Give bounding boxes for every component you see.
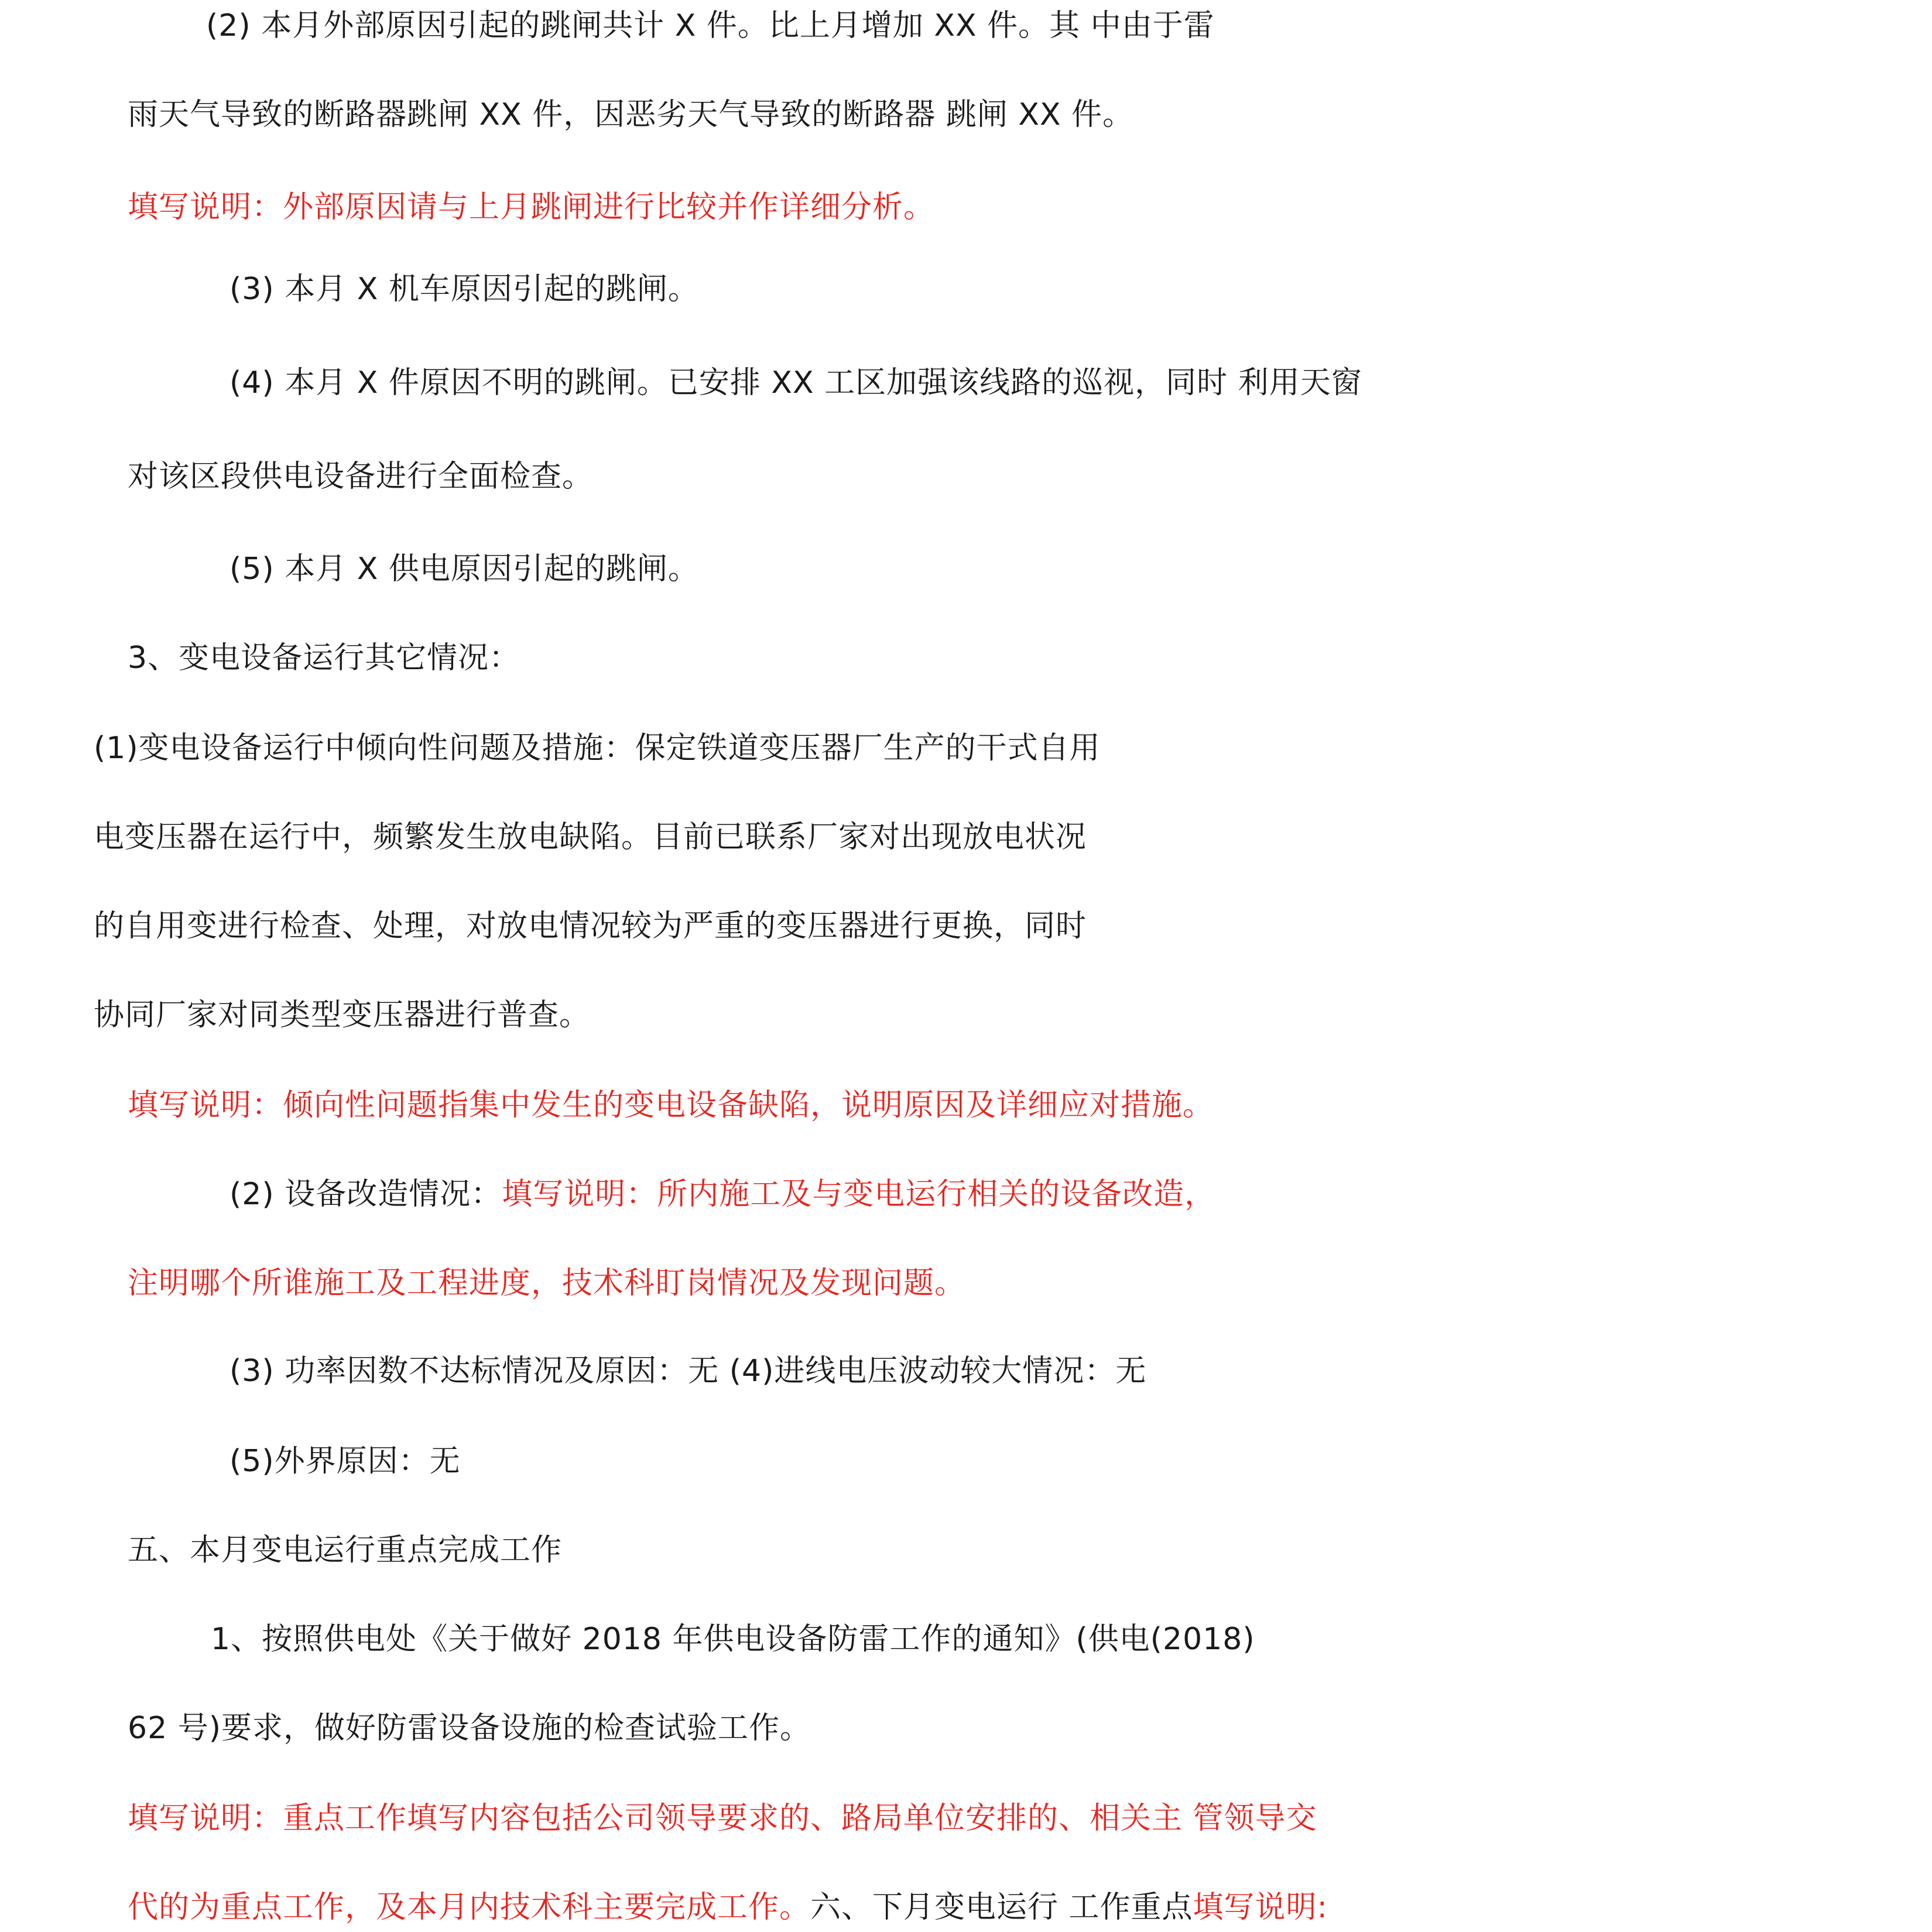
paragraph-external-trips-2: 雨天气导致的断路器跳闸 XX 件，因恶劣天气导致的断路器 跳闸 XX 件。 bbox=[128, 97, 1134, 132]
paragraph-external-trips-1: (2) 本月外部原因引起的跳闸共计 X 件。比上月增加 XX 件。其 中由于雷 bbox=[206, 8, 1215, 43]
paragraph-external-factors: (5)外界原因：无 bbox=[229, 1444, 461, 1479]
paragraph-locomotive-trips: (3) 本月 X 机车原因引起的跳闸。 bbox=[229, 272, 699, 307]
paragraph-power-factor-voltage: (3) 功率因数不达标情况及原因：无 (4)进线电压波动较大情况：无 bbox=[229, 1354, 1147, 1389]
instruction-next-month-label: 填写说明: bbox=[1193, 1890, 1328, 1925]
instruction-key-work-1: 填写说明：重点工作填写内容包括公司领导要求的、路局单位安排的、相关主 管领导交 bbox=[128, 1801, 1317, 1836]
paragraph-power-supply-trips: (5) 本月 X 供电原因引起的跳闸。 bbox=[229, 551, 699, 587]
paragraph-lightning-protection-1: 1、按照供电处《关于做好 2018 年供电设备防雷工作的通知》(供电(2018) bbox=[211, 1622, 1255, 1657]
paragraph-key-work-2 bbox=[128, 1889, 1328, 1926]
paragraph-tendency-issues-3: 的自用变进行检查、处理，对放电情况较为严重的变压器进行更换，同时 bbox=[94, 909, 1087, 944]
paragraph-unknown-trips-1: (4) 本月 X 件原因不明的跳闸。已安排 XX 工区加强该线路的巡视，同时 利用天窗 bbox=[229, 365, 1362, 400]
paragraph-tendency-issues-1: (1)变电设备运行中倾向性问题及措施：保定铁道变压器厂生产的干式自用 bbox=[94, 731, 1101, 766]
instruction-equipment-renovation: 填写说明：所内施工及与变电运行相关的设备改造， bbox=[502, 1177, 1216, 1212]
paragraph-unknown-trips-2: 对该区段供电设备进行全面检查。 bbox=[128, 459, 594, 494]
section-heading-six: 六、下月变电运行 工作重点 bbox=[810, 1890, 1193, 1925]
paragraph-tendency-issues-4: 协同厂家对同类型变压器进行普查。 bbox=[94, 998, 591, 1033]
equipment-renovation-label: (2) 设备改造情况： bbox=[229, 1177, 502, 1212]
instruction-external-causes: 填写说明：外部原因请与上月跳闸进行比较并作详细分析。 bbox=[128, 190, 935, 225]
paragraph-equipment-renovation bbox=[229, 1176, 1215, 1213]
instruction-key-work-2: 代的为重点工作，及本月内技术科主要完成工作。 bbox=[128, 1890, 811, 1925]
paragraph-tendency-issues-2: 电变压器在运行中，频繁发生放电缺陷。目前已联系厂家对出现放电状况 bbox=[94, 820, 1087, 855]
instruction-equipment-renovation-2: 注明哪个所谁施工及工程进度，技术科盯岗情况及发现问题。 bbox=[128, 1266, 966, 1301]
instruction-tendency-issues: 填写说明：倾向性问题指集中发生的变电设备缺陷，说明原因及详细应对措施。 bbox=[128, 1088, 1214, 1123]
section-heading-other-conditions: 3、变电设备运行其它情况： bbox=[128, 640, 520, 676]
paragraph-lightning-protection-2: 62 号)要求，做好防雷设备设施的检查试验工作。 bbox=[128, 1711, 811, 1746]
section-heading-five: 五、本月变电运行重点完成工作 bbox=[128, 1533, 563, 1568]
